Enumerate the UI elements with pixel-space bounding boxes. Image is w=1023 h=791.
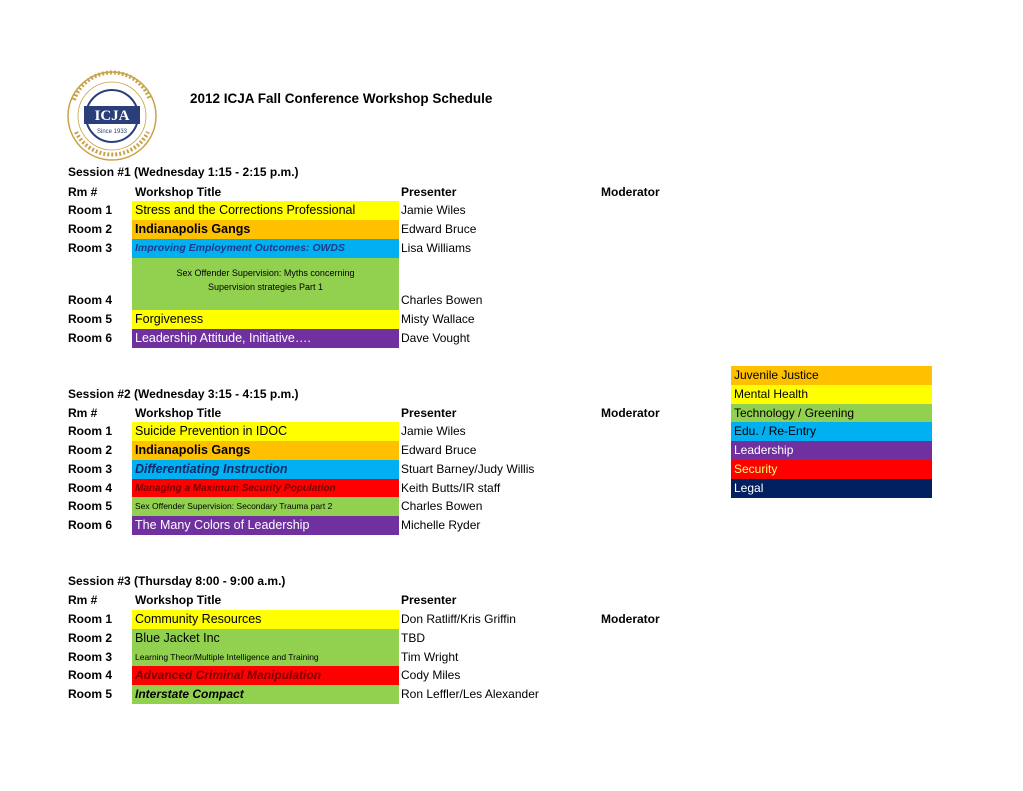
presenter-name: Ron Leffler/Les Alexander xyxy=(401,687,539,701)
workshop-title-cell xyxy=(132,258,399,310)
presenter-name: Jamie Wiles xyxy=(401,203,466,217)
presenter-name: Edward Bruce xyxy=(401,222,477,236)
room-label: Room 1 xyxy=(68,203,113,217)
room-label: Room 6 xyxy=(68,331,113,345)
presenter-name: Michelle Ryder xyxy=(401,518,481,532)
session-1-heading: Session #1 (Wednesday 1:15 - 2:15 p.m.) xyxy=(68,165,299,179)
room-label: Room 4 xyxy=(68,668,113,682)
room-label: Room 1 xyxy=(68,612,113,626)
workshop-title: Managing a Maximum Security Population xyxy=(132,479,399,498)
room-label: Room 4 xyxy=(68,481,113,495)
workshop-title-line-2: Supervision strategies Part 1 xyxy=(207,282,324,292)
workshop-title: Improving Employment Outcomes: OWDS xyxy=(132,239,399,258)
legend-technology: Technology / Greening xyxy=(731,404,932,423)
legend-legal: Legal xyxy=(731,479,932,498)
session-2-heading: Session #2 (Wednesday 3:15 - 4:15 p.m.) xyxy=(68,387,299,401)
legend-mental-health: Mental Health xyxy=(731,385,932,404)
room-label: Room 2 xyxy=(68,222,113,236)
column-title-header: Workshop Title xyxy=(135,406,222,420)
room-label: Room 5 xyxy=(68,687,113,701)
column-room-header: Rm # xyxy=(68,406,98,420)
page-title: 2012 ICJA Fall Conference Workshop Schedule xyxy=(190,91,493,106)
workshop-title-line-1: Sex Offender Supervision: Myths concerning xyxy=(176,268,355,278)
legend-juvenile-justice: Juvenile Justice xyxy=(731,366,932,385)
legend-leadership: Leadership xyxy=(731,441,932,460)
presenter-name: Jamie Wiles xyxy=(401,424,466,438)
workshop-title: Blue Jacket Inc xyxy=(132,629,399,648)
session-3-heading: Session #3 (Thursday 8:00 - 9:00 a.m.) xyxy=(68,574,286,588)
column-moderator-header: Moderator xyxy=(601,612,660,626)
workshop-title: Community Resources xyxy=(132,610,399,629)
room-label: Room 6 xyxy=(68,518,113,532)
room-label: Room 3 xyxy=(68,241,113,255)
icja-logo xyxy=(66,70,172,162)
workshop-title: Suicide Prevention in IDOC xyxy=(132,422,399,441)
room-label: Room 1 xyxy=(68,424,113,438)
legend-security: Security xyxy=(731,460,932,479)
presenter-name: Charles Bowen xyxy=(401,293,483,307)
column-presenter-header: Presenter xyxy=(401,185,457,199)
workshop-title: Leadership Attitude, Initiative…. xyxy=(132,329,399,348)
workshop-title: Stress and the Corrections Professional xyxy=(132,201,399,220)
room-label: Room 3 xyxy=(68,650,113,664)
presenter-name: Keith Butts/IR staff xyxy=(401,481,501,495)
workshop-title: Indianapolis Gangs xyxy=(132,220,399,239)
legend-education: Edu. / Re-Entry xyxy=(731,422,932,441)
presenter-name: Don Ratliff/Kris Griffin xyxy=(401,612,516,626)
presenter-name: Lisa Williams xyxy=(401,241,472,255)
workshop-title: Indianapolis Gangs xyxy=(132,441,399,460)
workshop-title: Differentiating Instruction xyxy=(132,460,399,479)
presenter-name: Cody Miles xyxy=(401,668,461,682)
room-label: Room 5 xyxy=(68,312,113,326)
workshop-title: Learning Theor/Multiple Intelligence and Training xyxy=(132,648,399,667)
presenter-name: Misty Wallace xyxy=(401,312,475,326)
workshop-title: Interstate Compact xyxy=(132,685,399,704)
column-moderator-header: Moderator xyxy=(601,185,660,199)
presenter-name: Dave Vought xyxy=(401,331,470,345)
room-label: Room 5 xyxy=(68,499,113,513)
column-title-header: Workshop Title xyxy=(135,185,222,199)
room-label: Room 2 xyxy=(68,443,113,457)
presenter-name: TBD xyxy=(401,631,425,645)
presenter-name: Edward Bruce xyxy=(401,443,477,457)
logo-since: Since 1933 xyxy=(96,129,128,135)
workshop-title: The Many Colors of Leadership xyxy=(132,516,399,535)
logo-text: ICJA xyxy=(94,108,130,124)
room-label: Room 4 xyxy=(68,293,113,307)
column-presenter-header: Presenter xyxy=(401,406,457,420)
column-presenter-header: Presenter xyxy=(401,593,457,607)
column-title-header: Workshop Title xyxy=(135,593,222,607)
column-moderator-header: Moderator xyxy=(601,406,660,420)
presenter-name: Stuart Barney/Judy Willis xyxy=(401,462,535,476)
presenter-name: Charles Bowen xyxy=(401,499,483,513)
presenter-name: Tim Wright xyxy=(401,650,459,664)
column-room-header: Rm # xyxy=(68,185,98,199)
workshop-title: Sex Offender Supervision: Secondary Trauma part 2 xyxy=(132,497,399,516)
room-label: Room 3 xyxy=(68,462,113,476)
workshop-title: Forgiveness xyxy=(132,310,399,329)
column-room-header: Rm # xyxy=(68,593,98,607)
workshop-title: Advanced Criminal Manipulation xyxy=(132,666,399,685)
room-label: Room 2 xyxy=(68,631,113,645)
